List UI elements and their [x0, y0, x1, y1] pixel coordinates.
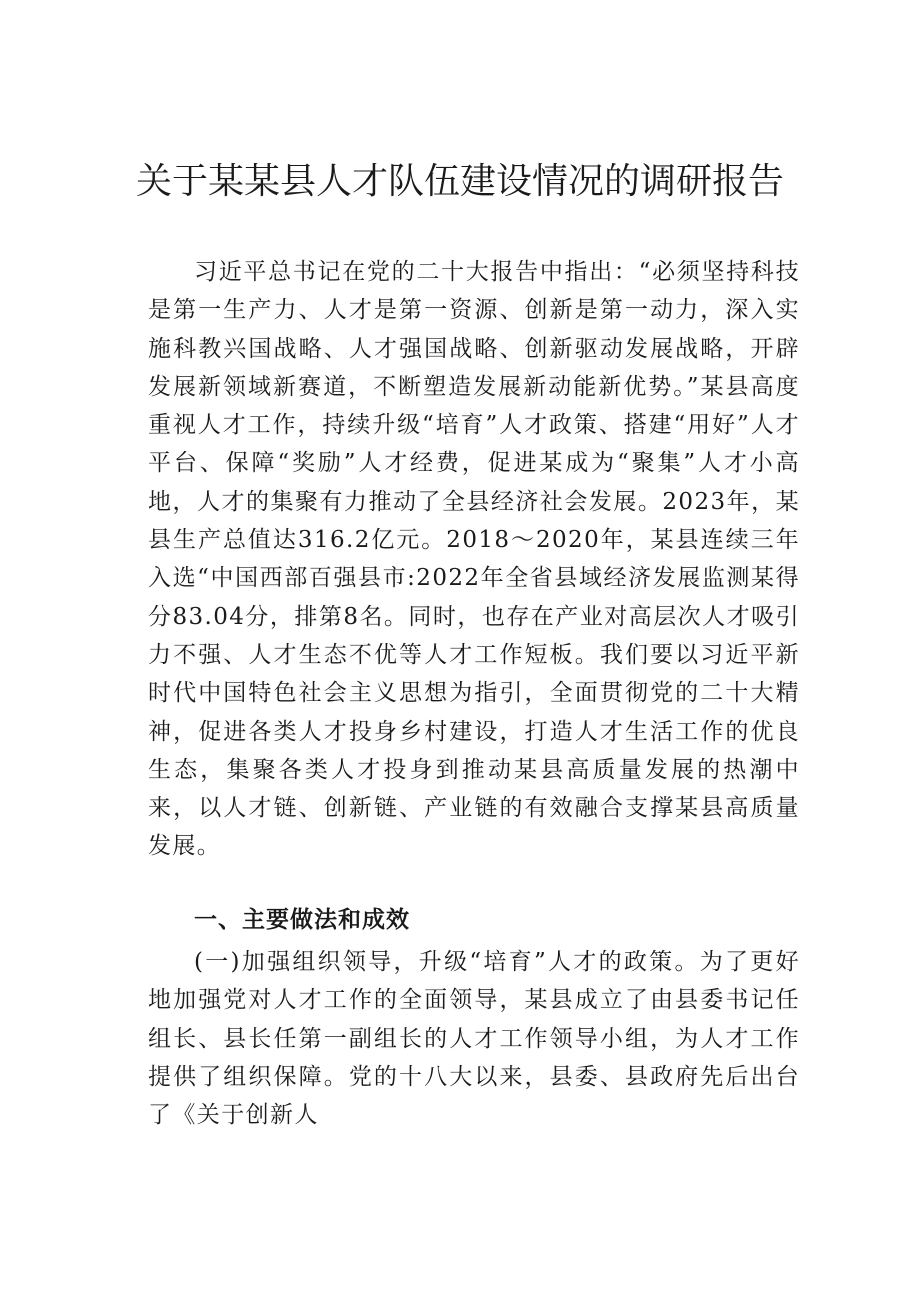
document-title: 关于某某县人才队伍建设情况的调研报告	[135, 161, 784, 202]
section-heading: 一、主要做法和成效	[194, 907, 410, 933]
section-paragraph: (一)加强组织领导，升级“培育”人才的政策。为了更好地加强党对人才工作的全面领导，某县成立了由县委书记任组长、县长任第一副组长的人才工作领导小组，为人才工作提供了组织保障。党的十八大以来，县委、县政府先后出台了《关于创新人	[148, 949, 800, 1129]
intro-paragraph: 习近平总书记在党的二十大报告中指出：“必须坚持科技是第一生产力、人才是第一资源、创新是第一动力，深入实施科教兴国战略、人才强国战略、创新驱动发展战略，开辟发展新领域新赛道，不断塑造发展新动能新优势。”某县高度重视人才工作，持续升级“培育”人才政策、搭建“用好”人才平台、保障“奖励”人才经费，促进某成为“聚集”人才小高地，人才的集聚有力推动了全县经济社会发展。2023年，某县生产总值达316.2亿元。2018～2020年，某县连续三年入选“中国西部百强县市:2022年全省县域经济发展监测某得分83.04分，排第8名。同时，也存在产业对高层次人才吸引力不强、人才生态不优等人才工作短板。我们要以习近平新时代中国特色社会主义思想为指引，全面贯彻党的二十大精神，促进各类人才投身乡村建设，打造人才生活工作的优良生态，集聚各类人才投身到推动某县高质量发展的热潮中来，以人才链、创新链、产业链的有效融合支撑某县高质量发展。	[148, 259, 800, 860]
